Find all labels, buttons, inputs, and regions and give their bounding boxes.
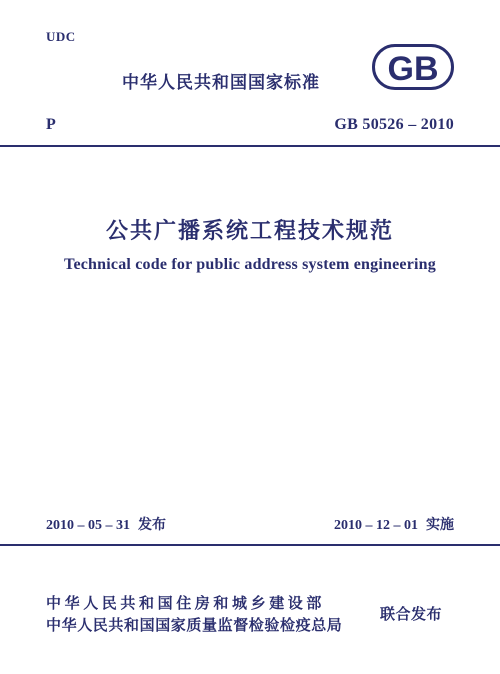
implement-date-block xyxy=(334,514,454,534)
implement-date: 2010 – 12 – 01 xyxy=(334,518,418,533)
issuer-aqsiq: 中华人民共和国国家质量监督检验检疫总局 xyxy=(46,616,343,634)
implement-label: 实施 xyxy=(426,517,454,533)
issue-date: 2010 – 05 – 31 xyxy=(46,518,130,533)
header-divider xyxy=(0,145,500,147)
issue-date-block xyxy=(46,514,166,534)
issue-label: 发布 xyxy=(138,517,166,533)
title-english: Technical code for public address system engineering xyxy=(64,256,436,273)
joint-issue-label: 联合发布 xyxy=(380,605,443,623)
issuer-ministry-housing: 中华人民共和国住房和城乡建设部 xyxy=(46,594,326,612)
standard-number: GB 50526 – 2010 xyxy=(334,116,454,133)
udc-label: UDC xyxy=(46,29,76,44)
gb-logo-icon xyxy=(372,44,454,90)
category-code: P xyxy=(46,116,56,133)
national-standard-heading: 中华人民共和国国家标准 xyxy=(122,73,320,93)
title-chinese: 公共广播系统工程技术规范 xyxy=(105,219,394,244)
gb-logo-text: GB xyxy=(387,50,439,88)
footer-divider xyxy=(0,544,500,546)
